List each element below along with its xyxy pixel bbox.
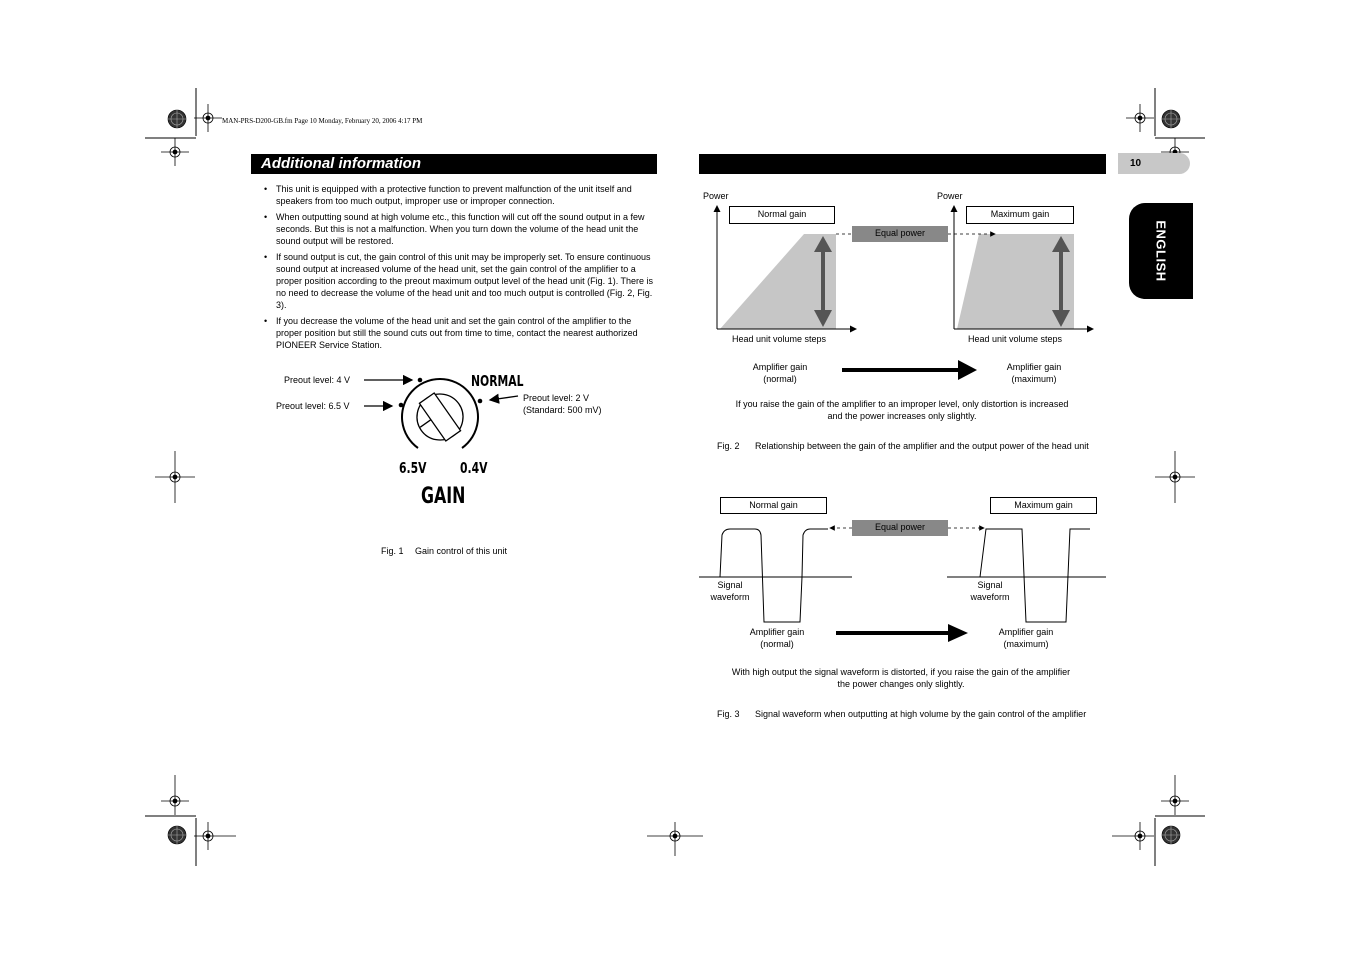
dial-65v-label: 6.5V bbox=[399, 459, 427, 477]
preout-2v-label: Preout level: 2 V bbox=[523, 393, 590, 403]
fig3-signal-left-1: Signal bbox=[717, 580, 743, 590]
fig3-caption-text: Signal waveform when outputting at high volume by the gain control of the amplifier bbox=[755, 709, 1087, 719]
fig2-equal-power: Equal power bbox=[852, 226, 948, 242]
fig3-normal-gain-box: Normal gain bbox=[720, 497, 827, 514]
language-label: ENGLISH bbox=[1153, 220, 1169, 282]
preout-65v-label: Preout level: 6.5 V bbox=[276, 401, 350, 411]
fig2-note-line2: and the power increases only slightly. bbox=[827, 411, 977, 421]
preout-4v-label: Preout level: 4 V bbox=[284, 375, 351, 385]
fig3-note-line1: With high output the signal waveform is distorted, if you raise the gain of the amplifier bbox=[731, 667, 1071, 677]
dial-04v-label: 0.4V bbox=[460, 459, 488, 477]
fig3-amp-normal-1: Amplifier gain bbox=[749, 627, 805, 637]
fig2-power-left: Power bbox=[703, 191, 729, 201]
fig3-note-line2: the power changes only slightly. bbox=[837, 679, 965, 689]
fig2-caption-number: Fig. 2 bbox=[717, 441, 740, 451]
dial-gain-label: GAIN bbox=[421, 484, 466, 509]
fig2-maximum-gain-box: Maximum gain bbox=[966, 206, 1074, 224]
bullet-item: • If sound output is cut, the gain control of this unit may be improperly set. To ensure continuous sound output at increased volume of the head unit, set the gain control of the amplifier to a proper position according to the preout maximum output level of the head unit (Fig. 1). There is no need to decrease the volume of the head unit and too much output is controlled (Fig. 2, Fig. 3). bbox=[262, 251, 654, 311]
fig3-caption-number: Fig. 3 bbox=[717, 709, 740, 719]
fig3-signal-left-2: waveform bbox=[710, 592, 750, 602]
fig3-amp-normal-2: (normal) bbox=[760, 639, 794, 649]
fig2-x-label-right: Head unit volume steps bbox=[968, 334, 1063, 344]
fig1-caption-text: Gain control of this unit bbox=[415, 546, 508, 556]
fig2-caption-text: Relationship between the gain of the amplifier and the output power of the head unit bbox=[755, 441, 1089, 451]
fig3-equal-power: Equal power bbox=[852, 520, 948, 536]
fig2-power-right: Power bbox=[937, 191, 963, 201]
bullet-item: • If you decrease the volume of the head unit and set the gain control of the amplifier to the proper position but still the sound cuts out from time to time, contact the nearest authorized PIONEER Service Station. bbox=[262, 315, 654, 351]
bullet-item: • This unit is equipped with a protective function to prevent malfunction of the unit itself and speakers from too much output, improper use or improper connection. bbox=[262, 183, 654, 207]
fig1-caption-number: Fig. 1 bbox=[381, 546, 404, 556]
fig2-x-label-left: Head unit volume steps bbox=[732, 334, 827, 344]
preout-2v-standard-label: (Standard: 500 mV) bbox=[523, 405, 602, 415]
fig3-maximum-gain-box: Maximum gain bbox=[990, 497, 1097, 514]
fig2-amp-max-2: (maximum) bbox=[1011, 374, 1057, 384]
file-info: MAN-PRS-D200-GB.fm Page 10 Monday, February 20, 2006 4:17 PM bbox=[222, 117, 423, 125]
fig3-signal-right-1: Signal bbox=[977, 580, 1003, 590]
fig3-signal-right-2: waveform bbox=[970, 592, 1010, 602]
fig3-amp-max-2: (maximum) bbox=[1003, 639, 1049, 649]
fig2-amp-max-1: Amplifier gain bbox=[1006, 362, 1062, 372]
fig3-amp-max-1: Amplifier gain bbox=[998, 627, 1054, 637]
page-number: 10 bbox=[1130, 158, 1142, 169]
bullet-item: • When outputting sound at high volume etc., this function will cut off the sound output in a few seconds. But this is not a malfunction. When you turn down the volume of the head unit the sound output will be restored. bbox=[262, 211, 654, 247]
dial-normal-label: NORMAL bbox=[471, 372, 524, 390]
fig2-amp-normal-1: Amplifier gain bbox=[752, 362, 808, 372]
fig2-normal-gain-box: Normal gain bbox=[729, 206, 835, 224]
fig2-note-line1: If you raise the gain of the amplifier to an improper level, only distortion is increased bbox=[735, 399, 1069, 409]
section-title: Additional information bbox=[261, 155, 421, 172]
fig2-amp-normal-2: (normal) bbox=[763, 374, 797, 384]
